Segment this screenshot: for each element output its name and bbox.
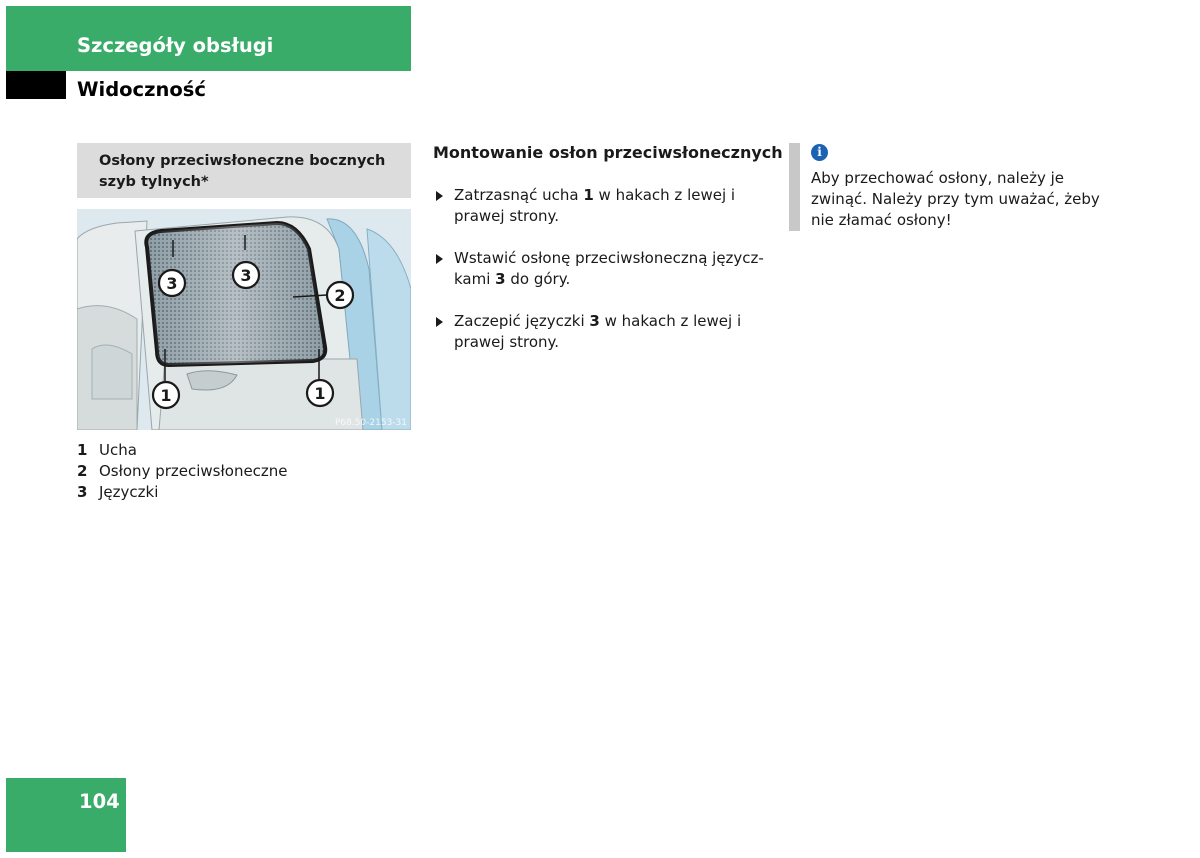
info-icon: i: [811, 144, 828, 161]
legend-item: [77, 440, 288, 461]
figure-legend: [77, 440, 288, 503]
sunshade-illustration: [77, 209, 411, 430]
callout-1-left: [153, 382, 179, 408]
legend-num: 1: [77, 441, 88, 459]
page-number-box: [6, 778, 126, 852]
legend-text: Języczki: [99, 483, 159, 501]
callout-3-left: [159, 270, 185, 296]
callout-3-right: [233, 262, 259, 288]
callout-1-right: [307, 380, 333, 406]
legend-text: Osłony przeciwsłoneczne: [99, 462, 288, 480]
callout-2: [327, 282, 353, 308]
procedure-step: Wstawić osłonę przeciwsłoneczną języcz-kami 3 do góry.: [436, 248, 776, 290]
procedure-step: Zatrzasnąć ucha 1 w hakach z lewej i prawej strony.: [436, 185, 776, 227]
svg-text:2: 2: [334, 286, 346, 305]
svg-text:3: 3: [166, 274, 178, 293]
page-number: 104: [79, 790, 120, 813]
svg-text:1: 1: [314, 384, 326, 403]
subsection-marker: [6, 71, 66, 99]
figure-code: P68.50-2153-31: [334, 418, 407, 428]
procedure-title: Montowanie osłon przeciwsłonecznych: [433, 143, 783, 162]
svg-text:1: 1: [160, 386, 172, 405]
subsection-title: Widoczność: [77, 78, 206, 101]
procedure-steps: [436, 185, 776, 374]
legend-num: 2: [77, 462, 88, 480]
topic-title: Osłony przeciwsłoneczne bocznych szyb tylnych*: [99, 153, 386, 190]
note-bar: [789, 143, 800, 231]
topic-box: [77, 143, 411, 198]
legend-item: [77, 482, 288, 503]
note-text: Aby przechować osłony, należy je zwinąć. Należy przy tym uważać, żeby nie złamać osłony!: [811, 169, 1100, 229]
sunshade-diagram: [77, 209, 411, 430]
bullet-triangle-icon: [436, 254, 443, 264]
section-title: Szczegóły obsługi: [77, 34, 274, 57]
procedure-step: Zaczepić języczki 3 w hakach z lewej i prawej strony.: [436, 311, 776, 353]
bullet-triangle-icon: [436, 191, 443, 201]
section-header: [6, 6, 411, 71]
svg-text:3: 3: [240, 266, 252, 285]
legend-text: Ucha: [99, 441, 137, 459]
legend-num: 3: [77, 483, 88, 501]
bullet-triangle-icon: [436, 317, 443, 327]
legend-item: [77, 461, 288, 482]
